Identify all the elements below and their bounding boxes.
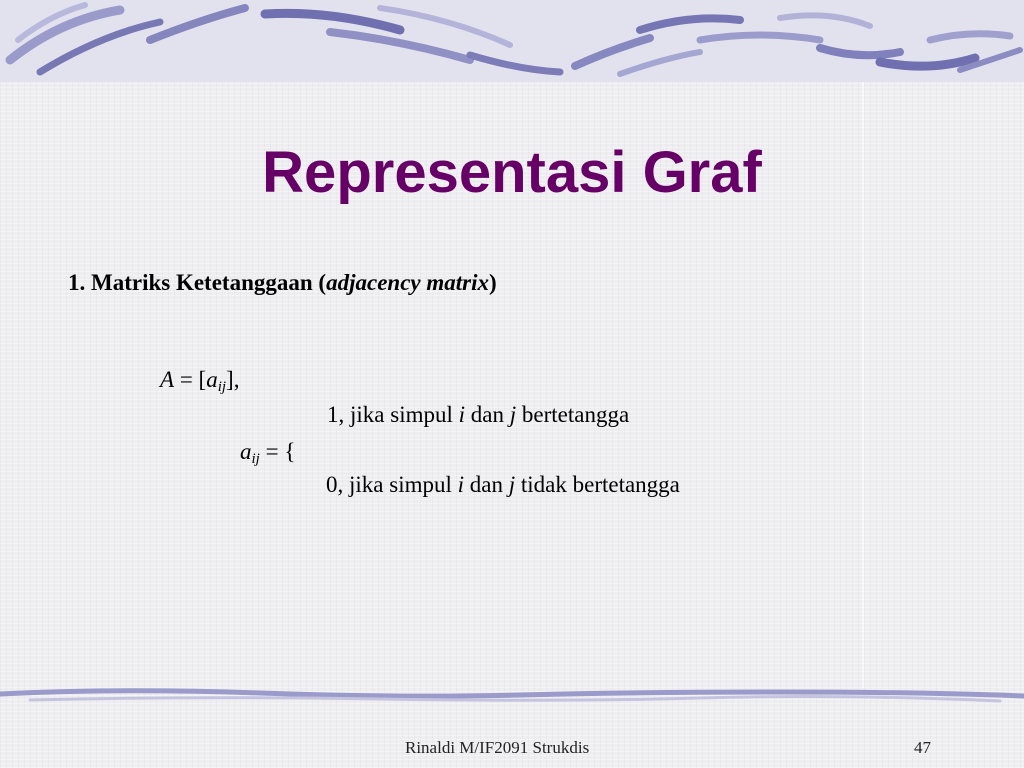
case-not-adjacent-var-i: i (457, 472, 465, 497)
matrix-element: a (206, 367, 218, 392)
case-not-adjacent-suffix: tidak bertetangga (515, 472, 680, 497)
case-not-adjacent (326, 470, 680, 500)
case-not-adjacent-var-j: j (508, 472, 516, 497)
matrix-symbol: A (160, 367, 175, 392)
section-heading (68, 268, 497, 298)
matrix-eq-close: ], (226, 367, 240, 392)
matrix-element-subscript: ij (217, 379, 227, 395)
case-adjacent-var-j: j (509, 402, 517, 427)
case-not-adjacent-prefix: 0, jika simpul (326, 472, 458, 497)
element-eq-brace: = { (259, 439, 296, 464)
slide-title: Representasi Graf (262, 140, 762, 205)
case-adjacent-suffix: bertetangga (516, 402, 630, 427)
footer-swoosh-line (0, 684, 1024, 708)
decorative-header-band (0, 0, 1024, 82)
case-adjacent-mid: dan (465, 402, 510, 427)
element-symbol: a (240, 439, 252, 464)
element-definition (240, 437, 295, 467)
section-open-paren: ( (318, 270, 327, 295)
matrix-definition (160, 365, 239, 395)
case-adjacent (327, 400, 629, 430)
section-number: 1. (68, 270, 86, 295)
case-adjacent-var-i: i (458, 402, 466, 427)
section-term: adjacency matrix (326, 270, 489, 295)
decorative-footer-rule (0, 684, 1024, 708)
footer-credit: Rinaldi M/IF2091 Strukdis (405, 738, 590, 757)
swoosh-decoration (0, 0, 1024, 82)
section-close-paren: ) (488, 270, 497, 295)
case-adjacent-prefix: 1, jika simpul (327, 402, 459, 427)
case-not-adjacent-mid: dan (464, 472, 509, 497)
matrix-eq-open: = [ (174, 367, 207, 392)
element-subscript: ij (251, 451, 260, 467)
page-number: 47 (914, 738, 931, 757)
section-label: Matriks Ketetanggaan (91, 270, 313, 295)
